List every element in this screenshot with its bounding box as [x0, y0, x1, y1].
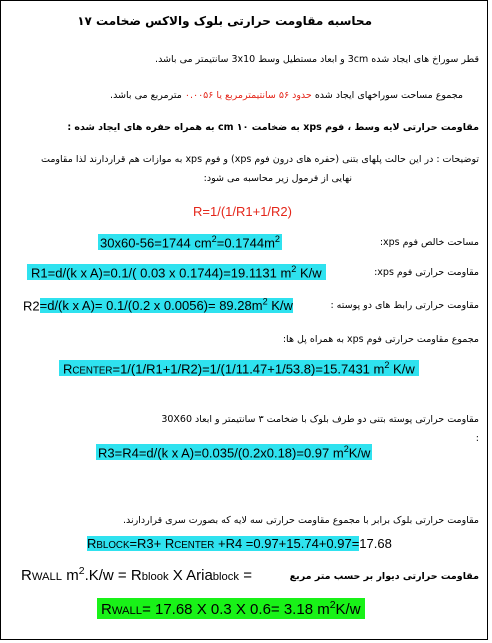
formula-r3-text: R3=R4=d/(k x A)=0.035/(0.2x0.18)=0.97 m — [98, 445, 344, 461]
formula-rblock-highlight — [87, 536, 359, 551]
formula-r3-exp: 2 — [343, 444, 349, 454]
formula-rblock-mid2: +R4 =0.97+15.74+0.97= — [214, 536, 360, 551]
formula-net-area — [98, 234, 282, 250]
formula-r2-highlight — [40, 298, 293, 313]
explanation-line-1: توضیحات : در این حالت پلهای بتنی (حفره های درون فوم xps) و فوم xps به موازات هم قراردارند لذا مقاومت — [41, 154, 479, 165]
formula-net-area-exp2: 2 — [274, 234, 280, 244]
formula-r3-r4 — [96, 444, 372, 460]
label-r1: مقاومت حرارتی فوم xps: — [374, 267, 479, 278]
shell-text-line-1: مقاومت حرارتی پوسته بتنی دو طرف بلوک با ضخامت ۳ سانتیمتر و ابعاد 30X60 — [161, 414, 479, 425]
formula-r3-unit: K/w — [348, 445, 371, 461]
formula-rwall-text: = 17.68 X 0.3 X 0.6= 3.18 m — [142, 601, 330, 618]
formula-r2-unit: K/w — [267, 298, 293, 314]
formula-net-area-exp: 2 — [211, 234, 217, 244]
formula-rcenter-unit: K/w — [389, 361, 415, 377]
document-title: محاسبه مقاومت حرارتی بلوک والاکس ضخامت ۱۷ — [77, 14, 372, 28]
formula-rwall-exp: 2 — [329, 599, 336, 611]
paragraph-hole-area-post: مترمربع می باشد. — [110, 90, 185, 101]
formula-r1-exp: 2 — [291, 264, 297, 274]
formula-rwall-r: R — [101, 601, 112, 618]
label-r2: مقاومت حرارتی رابط های دو پوسته : — [330, 300, 479, 311]
formula-rcenter-text: =1/(1/R1+1/R2)=1/(1/11.47+1/53.8)=15.7431 m — [112, 361, 385, 377]
wall-def-r: R — [21, 567, 32, 584]
formula-rcenter-exp: 2 — [384, 360, 390, 370]
formula-rwall-sub: WALL — [111, 605, 143, 617]
wall-def-exp: 2 — [78, 565, 85, 577]
explanation-line-2: نهایی از فرمول زیر محاسبه می شود: — [203, 173, 352, 184]
paragraph-hole-dimensions: قطر سوراخ های ایجاد شده 3cm و ابعاد مستطیل وسط 3x10 سانتیمتر می باشد. — [155, 54, 479, 65]
wall-def-eq: = — [239, 567, 252, 584]
formula-rblock-tail: 17.68 — [359, 536, 392, 551]
formula-rblock-r: R — [87, 536, 97, 551]
block-series-text: مقاومت حرارتی بلوک برابر با مجموع مقاومت حرارتی سه لایه که بصورت سری قراردارند. — [123, 515, 479, 526]
formula-rblock-mid1: =R3+ R — [129, 536, 175, 551]
formula-parallel: R=1/(1/R1+1/R2) — [193, 204, 292, 219]
formula-net-area-mid: =0.1744m — [216, 235, 275, 251]
wall-def-x: X Aria — [168, 567, 213, 584]
formula-net-area-text: 30x60-56=1744 cm — [100, 235, 212, 251]
heading-center-total: مجموع مقاومت حرارتی فوم xps به همراه پل ها: — [282, 334, 479, 345]
paragraph-hole-area — [110, 90, 463, 101]
formula-r2-exp: 2 — [262, 297, 268, 307]
formula-rblock-sub2: CENTER — [174, 540, 215, 551]
shell-text-line-2: : — [475, 433, 479, 444]
wall-def-sub2: blook — [141, 571, 169, 583]
heading-middle-layer: مقاومت حرارتی لایه وسط ، فوم xps به ضخامت ۱۰ cm به همراه حفره های ایجاد شده : — [67, 122, 479, 133]
label-net-area: مساحت خالص فوم xps: — [379, 237, 479, 248]
wall-def-unit-b: .K/w = R — [84, 567, 142, 584]
paragraph-hole-area-pre: مجموع مساحت سوراخهای ایجاد شده — [311, 90, 463, 101]
formula-rcenter-r: R — [63, 361, 73, 377]
formula-r1-unit: K/w — [296, 265, 322, 281]
label-wall-definition: مقاومت حرارتی دیوار بر حسب متر مربع — [289, 571, 479, 582]
formula-wall-definition — [21, 565, 252, 584]
wall-def-sub3: block — [212, 571, 240, 583]
formula-rblock — [87, 536, 392, 551]
formula-r2 — [23, 297, 293, 313]
formula-r1 — [27, 264, 326, 280]
wall-def-sub: WALL — [31, 571, 63, 583]
formula-r1-text: R1=d/(k x A)=0.1/( 0.03 x 0.1744)=19.1131 m — [31, 265, 292, 281]
formula-rcenter — [59, 360, 419, 376]
wall-def-unit-a: m — [62, 567, 79, 584]
formula-rblock-sub: BLOCK — [96, 540, 130, 551]
paragraph-hole-area-red: حدود ۵۶ سانتیمترمربع یا ۰.۰۰۵۶ — [184, 90, 312, 101]
formula-r2-lead: R2 — [23, 298, 40, 314]
formula-r2-text: =d/(k x A)= 0.1/(0.2 x 0.0056)= 89.28m — [39, 298, 263, 314]
formula-rwall-unit: K/w — [335, 601, 361, 618]
formula-rwall — [97, 598, 365, 619]
formula-rcenter-sub: CENTER — [72, 365, 113, 377]
